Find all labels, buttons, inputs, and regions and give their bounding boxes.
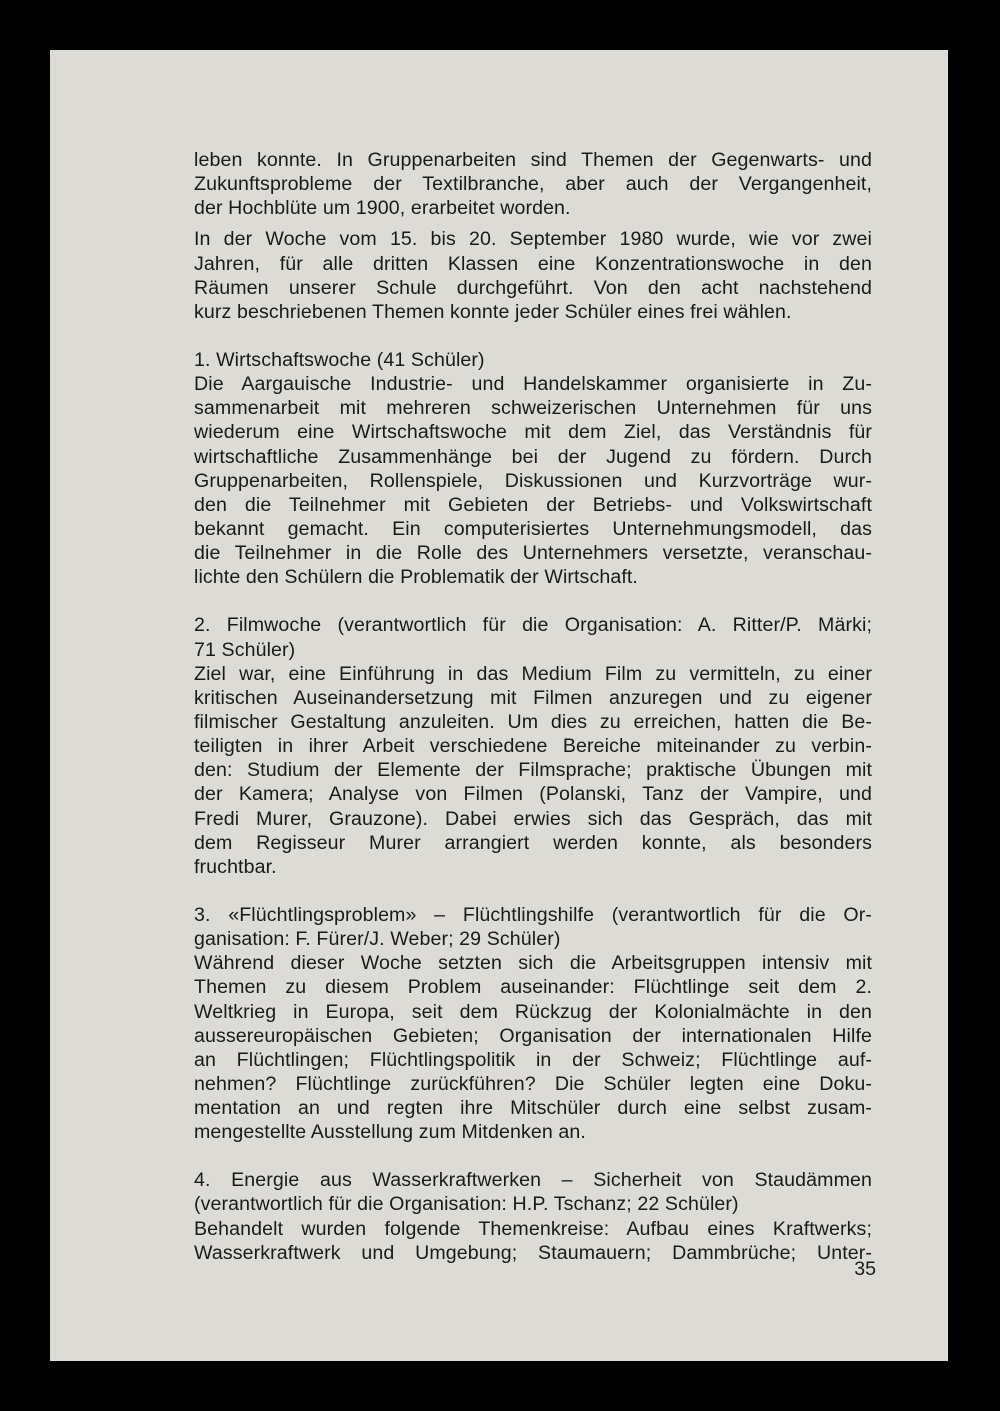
text-line: Behandelt wurden folgende Themenkreise: Aufbau eines Kraftwerks; — [194, 1217, 872, 1240]
text-line: den die Teilnehmer mit Gebieten der Betriebs- und Volkswirtschaft — [194, 493, 872, 516]
text-line: nehmen? Flüchtlinge zurückführen? Die Schüler legten eine Doku- — [194, 1072, 872, 1095]
text-line: Wasserkraftwerk und Umgebung; Staumauern; Dammbrüche; Unter- — [194, 1241, 872, 1264]
page-number: 35 — [854, 1258, 876, 1280]
text-line: aussereuropäischen Gebieten; Organisation der internationalen Hilfe — [194, 1024, 872, 1047]
section-wirtschaftswoche — [194, 348, 872, 589]
text-line: teiligten in ihrer Arbeit verschiedene Bereiche miteinander zu verbin- — [194, 735, 872, 758]
text-line: In der Woche vom 15. bis 20. September 1980 wurde, wie vor zwei — [194, 228, 872, 251]
section-heading: 4. Energie aus Wasserkraftwerken – Sicherheit von Staudämmen — [194, 1169, 872, 1192]
text-line: mengestellte Ausstellung zum Mitdenken an. — [194, 1121, 586, 1144]
text-line: Ziel war, eine Einführung in das Medium Film zu vermitteln, zu einer — [194, 662, 872, 685]
section-filmwoche — [194, 613, 872, 879]
text-line: fruchtbar. — [194, 855, 277, 878]
text-line: lichte den Schülern die Problematik der Wirtschaft. — [194, 566, 638, 589]
text-line: Während dieser Woche setzten sich die Arbeitsgruppen intensiv mit — [194, 952, 872, 975]
section-heading: 1. Wirtschaftswoche (41 Schüler) — [194, 348, 485, 371]
text-line: der Hochblüte um 1900, erarbeitet worden. — [194, 197, 571, 220]
paragraph-intro-continuation — [194, 148, 872, 220]
section-heading: 3. «Flüchtlingsproblem» – Flüchtlingshilfe (verantwortlich für die Or- — [194, 903, 872, 926]
section-fluechtlingsproblem — [194, 903, 872, 1144]
text-line: kurz beschriebenen Themen konnte jeder Schüler eines frei wählen. — [194, 300, 792, 323]
text-line: die Teilnehmer in die Rolle des Unternehmers versetzte, veranschau- — [194, 542, 872, 565]
text-line: mentation an und regten ihre Mitschüler durch eine selbst zusam- — [194, 1097, 872, 1120]
text-line: sammenarbeit mit mehreren schweizerischen Unternehmen für uns — [194, 397, 872, 420]
text-line: bekannt gemacht. Ein computerisiertes Unternehmungsmodell, das — [194, 517, 872, 540]
text-line: an Flüchtlingen; Flüchtlingspolitik in der Schweiz; Flüchtlinge auf- — [194, 1048, 872, 1071]
text-line: Zukunftsprobleme der Textilbranche, aber auch der Vergangenheit, — [194, 173, 872, 196]
section-heading-continued: 71 Schüler) — [194, 638, 296, 661]
section-heading: 2. Filmwoche (verantwortlich für die Organisation: A. Ritter/P. Märki; — [194, 614, 872, 637]
paragraph-concentration-week — [194, 227, 872, 324]
text-line: den: Studium der Elemente der Filmsprache; praktische Übungen mit — [194, 759, 872, 782]
text-line: Gruppenarbeiten, Rollenspiele, Diskussionen und Kurzvorträge wur- — [194, 469, 872, 492]
text-line: Die Aargauische Industrie- und Handelskammer organisierte in Zu- — [194, 373, 872, 396]
section-heading-continued: (verantwortlich für die Organisation: H.P. Tschanz; 22 Schüler) — [194, 1193, 739, 1216]
text-line: leben konnte. In Gruppenarbeiten sind Themen der Gegenwarts- und — [194, 149, 872, 171]
text-line: Jahren, für alle dritten Klassen eine Konzentrationswoche in den — [194, 252, 872, 275]
section-heading-continued: ganisation: F. Fürer/J. Weber; 29 Schüler) — [194, 928, 561, 951]
document-page — [50, 50, 948, 1361]
text-line: Räumen unserer Schule durchgeführt. Von den acht nachstehend — [194, 276, 872, 299]
text-line: filmischer Gestaltung anzuleiten. Um dies zu erreichen, hatten die Be- — [194, 710, 872, 733]
text-line: wirtschaftliche Zusammenhänge bei der Jugend zu fördern. Durch — [194, 445, 872, 468]
text-line: der Kamera; Analyse von Filmen (Polanski, Tanz der Vampire, und — [194, 783, 872, 806]
section-energie-wasserkraft — [194, 1168, 872, 1265]
text-line: Weltkrieg in Europa, seit dem Rückzug der Kolonialmächte in den — [194, 1000, 872, 1023]
text-line: kritischen Auseinandersetzung mit Filmen anzuregen und zu eigener — [194, 686, 872, 709]
text-line: dem Regisseur Murer arrangiert werden konnte, als besonders — [194, 831, 872, 854]
body-text — [194, 148, 872, 1265]
text-line: wiederum eine Wirtschaftswoche mit dem Ziel, das Verständnis für — [194, 421, 872, 444]
text-line: Themen zu diesem Problem auseinander: Flüchtlinge seit dem 2. — [194, 976, 872, 999]
text-line: Fredi Murer, Grauzone). Dabei erwies sich das Gespräch, das mit — [194, 807, 872, 830]
